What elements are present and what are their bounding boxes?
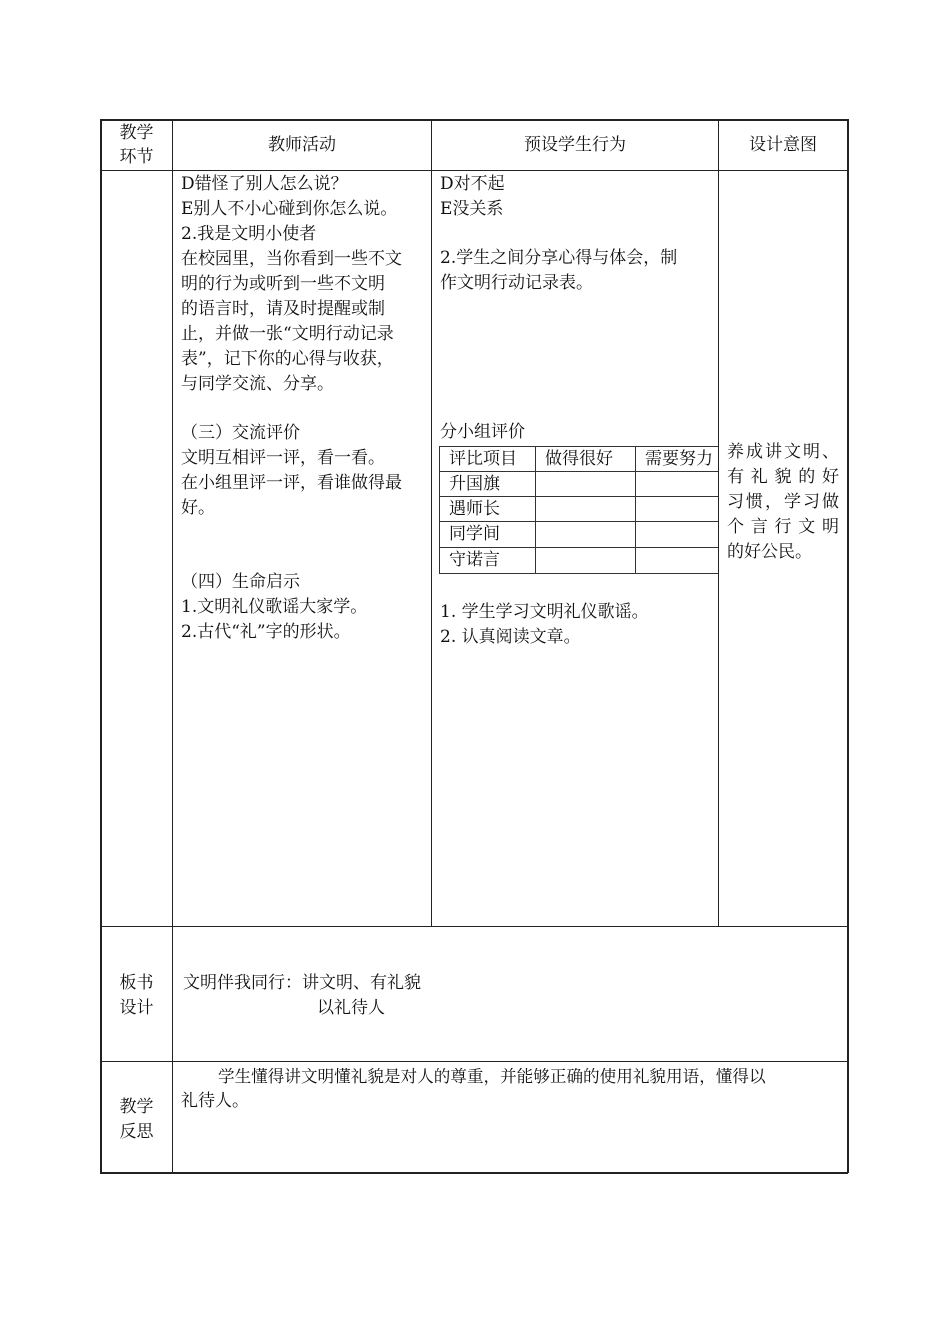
board-label-line2: 设计: [119, 998, 154, 1018]
board-line1: 文明伴我同行：讲文明、有礼貌: [183, 973, 421, 993]
reflection-label-line2: 反思: [119, 1122, 154, 1142]
intent-line: 养成讲文明、: [727, 442, 839, 462]
eval-title: 分小组评价: [440, 422, 525, 442]
student-share-line: 2.学生之间分享心得与体会，制: [440, 248, 678, 268]
teacher-line: 2.我是文明小使者: [181, 224, 317, 244]
table-border-bottom: [100, 1172, 848, 1174]
intent-line: 习惯，学习做: [727, 492, 839, 512]
section4-line: 2.古代“礼”字的形状。: [181, 622, 351, 642]
intent-line: 个言行文明: [727, 517, 839, 537]
eval-header-improve: 需要努力: [645, 449, 713, 469]
table-border-main-bottom: [100, 926, 848, 927]
table-border-board-bottom: [100, 1061, 848, 1062]
table-divider-1: [172, 119, 173, 1173]
board-line2: 以礼待人: [317, 998, 385, 1018]
reflection-line2: 礼待人。: [181, 1091, 249, 1111]
eval-table-vline: [439, 446, 440, 574]
eval-header-improve-clip: [636, 446, 718, 471]
header-design-intent: 设计意图: [749, 135, 817, 155]
student-line-e: E没关系: [440, 199, 504, 219]
reflection-line1: 学生懂得讲文明懂礼貌是对人的尊重，并能够正确的使用礼貌用语，懂得以: [218, 1067, 766, 1086]
header-stage-line1: 教学: [119, 123, 154, 143]
table-border-header-bottom: [100, 170, 848, 171]
section4-title: （四）生命启示: [181, 572, 300, 592]
student-list-item: 2. 认真阅读文章。: [440, 627, 581, 647]
section4-line: 1.文明礼仪歌谣大家学。: [181, 597, 368, 617]
table-border-right: [847, 119, 849, 1173]
section3-line: 在小组里评一评，看谁做得最: [181, 473, 402, 493]
section3-line: 好。: [181, 498, 215, 518]
eval-row-label: 同学间: [449, 524, 500, 544]
intent-line: 有礼貌的好: [727, 467, 839, 487]
teacher-line: 在校园里，当你看到一些不文: [181, 249, 402, 269]
eval-table-hline: [439, 573, 718, 574]
header-stage-line2: 环节: [119, 147, 154, 167]
table-divider-2: [431, 119, 432, 927]
teacher-line: 止，并做一张“文明行动记录: [181, 324, 394, 344]
teacher-line: 与同学交流、分享。: [181, 374, 334, 394]
table-divider-3: [718, 119, 719, 927]
eval-header-good: 做得很好: [545, 449, 613, 469]
teacher-line: 明的行为或听到一些不文明: [181, 274, 385, 294]
eval-row-label: 升国旗: [449, 474, 500, 494]
header-student-behavior: 预设学生行为: [524, 135, 626, 155]
section3-line: 文明互相评一评，看一看。: [181, 448, 385, 468]
teacher-line: 表”，记下你的心得与收获，: [181, 349, 394, 369]
intent-line: 的好公民。: [727, 542, 812, 562]
teacher-line: E别人不小心碰到你怎么说。: [181, 199, 398, 219]
table-border-top: [100, 119, 848, 121]
eval-table-vline: [535, 446, 536, 574]
reflection-label-line1: 教学: [119, 1097, 154, 1117]
student-share-line: 作文明行动记录表。: [440, 273, 593, 293]
eval-header-item: 评比项目: [449, 449, 517, 469]
teacher-line: D错怪了别人怎么说？: [181, 174, 348, 194]
section3-title: （三）交流评价: [181, 423, 300, 443]
eval-row-label: 守诺言: [449, 550, 500, 570]
student-list-item: 1. 学生学习文明礼仪歌谣。: [440, 602, 649, 622]
teacher-line: 的语言时，请及时提醒或制: [181, 299, 385, 319]
board-label-line1: 板书: [119, 973, 154, 993]
eval-row-label: 遇师长: [449, 499, 500, 519]
header-teacher-activity: 教师活动: [268, 135, 336, 155]
student-line-d: D对不起: [440, 174, 505, 194]
